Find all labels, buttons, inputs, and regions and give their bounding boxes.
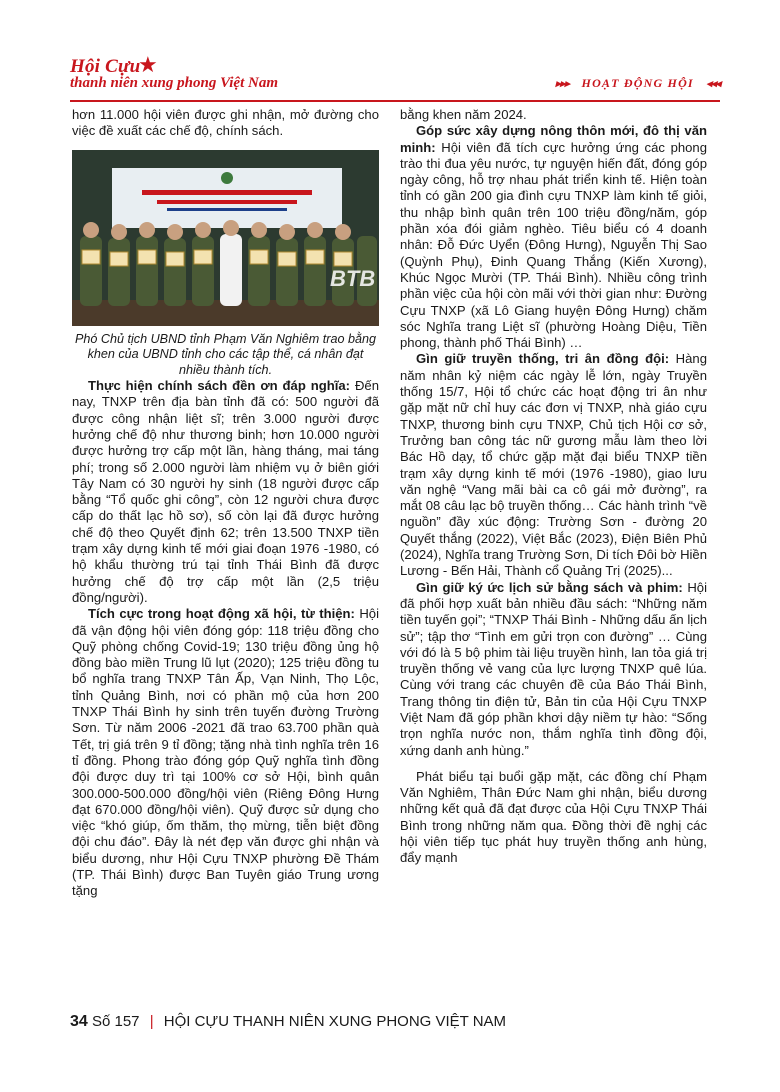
arrows-right-icon: ◂◂◂ xyxy=(706,78,720,90)
paragraph: Góp sức xây dựng nông thôn mới, đô thị văn minh: Hội viên đã tích cực hưởng ứng các phong trào thi đua yêu nước, tự nguyện hiến đất, đóng góp ngày công, hỗ trợ nhau phát triển kinh tế. Hiện toàn tỉnh có gần 200 gia đình cựu TNXP làm kinh tế giỏi, thu nhập bình quân trên 100 triệu đồng/năm, góp phần xóa đói giảm nghèo. Tiêu biểu có 4 doanh nhân: Đỗ Đức Uyển (Đông Hưng), Nguyễn Thị Sao (Quỳnh Phụ), Đinh Quang Thắng (Kiến Xương), Khúc Ngọc Mười (TP. Thái Bình). Nhiều công trình phần việc của hội còn mãi với thời gian như: Đường Cựu TNXP (xã Lô Giang huyện Đông Hưng) chăm sóc Nghĩa trang Liệt sĩ (phường Hoàng Diệu, Tiền phong, thành phố Thái Bình) … xyxy=(400,123,707,351)
header-rule xyxy=(70,100,720,102)
arrows-left-icon: ▸▸▸ xyxy=(555,78,569,90)
paragraph: Phát biểu tại buổi gặp mặt, các đồng chí Phạm Văn Nghiêm, Thân Đức Nam ghi nhận, biểu dương những kết quả đã đạt được của Hội Cựu TNXP Thái Bình trong những năm qua. Đồng thời đề nghị các hội viên tiếp tục phát huy truyền thống anh hùng, đẩy mạnh xyxy=(400,768,707,866)
brand-title: Hội Cựu xyxy=(70,56,141,77)
footer-divider: | xyxy=(149,1013,154,1030)
section-label xyxy=(555,76,720,91)
paragraph: hơn 11.000 hội viên được ghi nhận, mở đường cho việc đề xuất các chế độ, chính sách. xyxy=(72,107,379,139)
paragraph: Gìn giữ ký ức lịch sử bằng sách và phim: Hội đã phối hợp xuất bản nhiều đầu sách: “Những năm tiền tuyến gọi”; “TNXP Thái Bình - Những dấu ấn lịch sử”; tập thơ “Tình em gửi trọn con đường” … Cùng với đó là 5 bộ phim tài liệu truyền hình, lan tỏa giá trị truyền thống vẻ vang của lực lượng TNXP quê lúa. Cùng với trang các chuyên đề của Báo Thái Bình, Trang thông tin điện tử, Bản tin của Hội Cựu TNXP Việt Nam đã góp phần khơi dậy niềm tự hào: “Sống trọn nghĩa nước non, thắm nghĩa tình đồng đội, xứng danh anh hùng.” xyxy=(400,579,707,758)
paragraph: Thực hiện chính sách đền ơn đáp nghĩa: Đến nay, TNXP trên địa bàn tỉnh đã có: 500 người đã được công nhận liệt sĩ; trên 3.000 người được hưởng chế độ như thương binh; hơn 10.000 người được hưởng trợ cấp một lần, hàng tháng, mai táng phí; trong số 2.000 người làm nhiệm vụ ở biên giới Tây Nam có 30 người hy sinh (18 người được cấp bằng “Tổ quốc ghi công”, còn 12 người chưa được cấp do thất lạc hồ sơ), số còn lại đã được hưởng chế độ theo Quyết định 62; trên 13.500 TNXP tiền trạm xây dựng kinh tế mới giai đoạn 1976 -1980, có hộ khẩu thường trú tại tỉnh Thái Bình đã được hưởng chế độ trợ cấp một lần (2,5 triệu đồng/người). xyxy=(72,378,379,605)
paragraph: Gìn giữ truyền thống, tri ân đồng đội: Hàng năm nhân kỷ niệm các ngày lễ lớn, ngày Truyền thống 15/7, Hội tổ chức các hoạt động tri ân như gặp mặt nữ chỉ huy các đơn vị TNXP, nhà giáo cựu TNXP, thương binh cựu TNXP, Chủ tịch Hội cơ sở, Trưởng ban công tác nữ gương mẫu làm theo lời Bác Hồ dạy, tổ chức gặp mặt đại biểu TNXP tiền trạm xây dựng kinh tế mới (1976 -1980), giao lưu văn nghệ “Vang mãi bài ca cô gái mở đường”, ra mắt 08 câu lạc bộ truyền thống… Các hành trình “về nguồn” đầy xúc động: Trường Sơn - đường 20 Quyết thắng (2022), Việt Bắc (2023), Điện Biên Phủ (2024), Nghĩa trang Trường Sơn, Di tích Đôi bờ Hiền Lương - Bến Hải, Thành cổ Quảng Trị (2025)... xyxy=(400,351,707,579)
publication-name: HỘI CỰU THANH NIÊN XUNG PHONG VIỆT NAM xyxy=(163,1013,507,1030)
event-photo xyxy=(72,150,379,326)
paragraph-heading: Gìn giữ truyền thống, tri ân đồng đội: xyxy=(416,351,670,367)
section-title: HOẠT ĐỘNG HỘI xyxy=(581,76,694,90)
issue-number: Số 157 xyxy=(91,1013,140,1030)
page-footer xyxy=(70,1013,506,1031)
left-column xyxy=(72,107,379,900)
paragraph: Tích cực trong hoạt động xã hội, từ thiện: Hội đã vận động hội viên đóng góp: 118 triệu đồng cho Quỹ phòng chống Covid-19; 130 triệu đồng ủng hộ đồng bào miền Trung lũ lụt (2020); 125 triệu đồng tu bổ nghĩa trang TNXP Tân Ấp, Vạn Ninh, Thọ Lộc, tỉnh Quảng Bình, nơi có phần mộ của hơn 200 TNXP Thái Bình hy sinh trên tuyến đường Trường Sơn. Từ năm 2006 -2021 đã trao 63.700 phần quà Tết, trị giá trên 9 tỉ đồng; tặng nhà tình nghĩa trên 16 tỉ đồng. Phong trào đóng góp Quỹ nghĩa tình đồng đội được duy trì tại 100% cơ sở Hội, bình quân 300.000-500.000 đồng/hội viên (Riêng Đông Hưng đạt 670.000 đồng/hội viên). Quỹ được sử dụng cho việc “khó giúp, ốm thăm, thọ mừng, tiễn biệt đồng đội chu đáo”. Đây là nét đẹp văn được ghi nhận và biểu dương, như Hội Cựu TNXP phường Đề Thám (TP. Thái Bình) được Ban Tuyên giáo Trung ương tặng xyxy=(72,606,379,899)
paragraph-heading: Góp sức xây dựng nông thôn mới, đô thị văn minh: xyxy=(400,123,707,155)
page-number: 34 xyxy=(70,1013,88,1030)
brand-subtitle: thanh niên xung phong Việt Nam xyxy=(70,75,278,91)
paragraph-heading: Gìn giữ ký ức lịch sử bằng sách và phim: xyxy=(416,579,683,595)
star-icon: ★ xyxy=(138,52,158,77)
paragraph-heading: Tích cực trong hoạt động xã hội, từ thiện: xyxy=(88,606,355,622)
right-column xyxy=(400,107,707,867)
photo-illustration xyxy=(72,150,379,326)
photo-caption: Phó Chủ tịch UBND tỉnh Phạm Văn Nghiêm trao bằng khen của UBND tỉnh cho các tập thể, cá nhân đạt nhiều thành tích. xyxy=(74,331,376,377)
paragraph: bằng khen năm 2024. xyxy=(400,107,527,122)
paragraph-heading: Thực hiện chính sách đền ơn đáp nghĩa: xyxy=(88,378,351,394)
masthead xyxy=(70,52,720,100)
watermark: BTB xyxy=(330,265,376,291)
